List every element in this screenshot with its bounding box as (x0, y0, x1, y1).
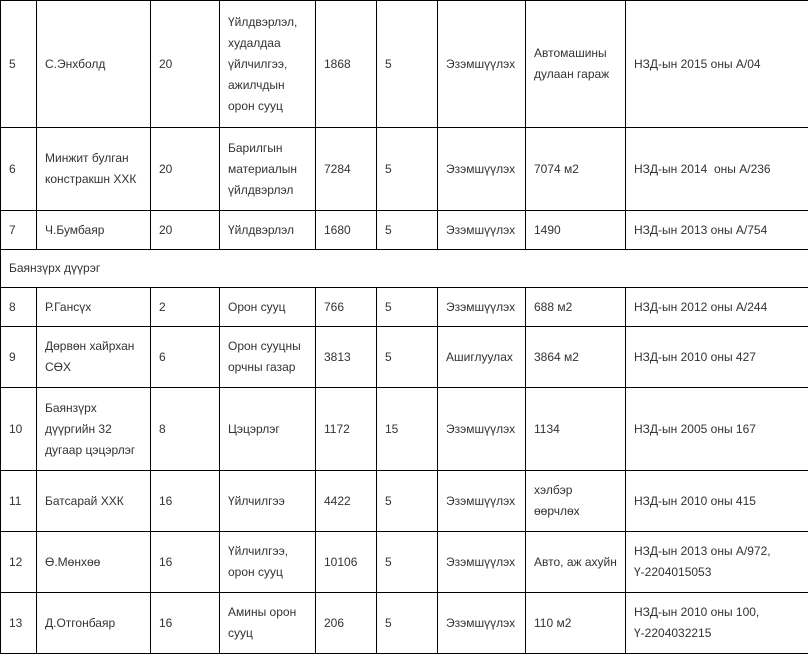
parcel-code: 1172 (316, 388, 377, 471)
right-type: Эзэмшүүлэх (438, 532, 526, 593)
land-purpose: Орон сууцны орчны газар (220, 327, 316, 388)
right-type: Эзэмшүүлэх (438, 211, 526, 250)
land-purpose: Амины орон сууц (220, 593, 316, 654)
table-row (1, 288, 808, 327)
parcel-code: 3813 (316, 327, 377, 388)
note: 1490 (526, 211, 626, 250)
row-number: 10 (1, 388, 37, 471)
term-years: 5 (377, 288, 438, 327)
area-value: 2 (151, 288, 220, 327)
owner-name: Батсарай ХХК (37, 471, 151, 532)
decision: НЗД-ын 2010 оны 415 (626, 471, 808, 532)
note: 688 м2 (526, 288, 626, 327)
area-value: 6 (151, 327, 220, 388)
decision: НЗД-ын 2012 оны А/244 (626, 288, 808, 327)
land-purpose: Орон сууц (220, 288, 316, 327)
decision: НЗД-ын 2010 оны 427 (626, 327, 808, 388)
table-row (1, 532, 808, 593)
note: Автомашины дулаан гараж (526, 1, 626, 128)
area-value: 16 (151, 593, 220, 654)
table-row (1, 327, 808, 388)
term-years: 5 (377, 211, 438, 250)
right-type: Эзэмшүүлэх (438, 593, 526, 654)
land-purpose: Үйлчилгээ (220, 471, 316, 532)
row-number: 9 (1, 327, 37, 388)
term-years: 15 (377, 388, 438, 471)
right-type: Эзэмшүүлэх (438, 471, 526, 532)
note: 7074 м2 (526, 128, 626, 211)
area-value: 20 (151, 211, 220, 250)
table-row (1, 128, 808, 211)
right-type: Эзэмшүүлэх (438, 288, 526, 327)
term-years: 5 (377, 327, 438, 388)
district-section-heading: Баянзүрх дүүрэг (1, 250, 808, 288)
right-type: Эзэмшүүлэх (438, 1, 526, 128)
land-purpose: Барилгын материалын үйлдвэрлэл (220, 128, 316, 211)
area-value: 8 (151, 388, 220, 471)
land-purpose: Цэцэрлэг (220, 388, 316, 471)
land-purpose: Үйлчилгээ, орон сууц (220, 532, 316, 593)
decision: НЗД-ын 2015 оны А/04 (626, 1, 808, 128)
row-number: 6 (1, 128, 37, 211)
row-number: 13 (1, 593, 37, 654)
term-years: 5 (377, 593, 438, 654)
land-purpose: Үйлдвэрлэл, худалдаа үйлчилгээ, ажилчдын орон сууц (220, 1, 316, 128)
row-number: 11 (1, 471, 37, 532)
row-number: 5 (1, 1, 37, 128)
owner-name: Минжит булган констракшн ХХК (37, 128, 151, 211)
row-number: 8 (1, 288, 37, 327)
parcel-code: 766 (316, 288, 377, 327)
owner-name: Р.Гансүх (37, 288, 151, 327)
owner-name: Баянзүрх дүүргийн 32 дугаар цэцэрлэг (37, 388, 151, 471)
owner-name: Дөрвөн хайрхан СӨХ (37, 327, 151, 388)
note: Авто, аж ахуйн (526, 532, 626, 593)
row-number: 12 (1, 532, 37, 593)
term-years: 5 (377, 471, 438, 532)
parcel-code: 7284 (316, 128, 377, 211)
right-type: Эзэмшүүлэх (438, 128, 526, 211)
table-row (1, 211, 808, 250)
term-years: 5 (377, 128, 438, 211)
term-years: 5 (377, 1, 438, 128)
owner-name: С.Энхболд (37, 1, 151, 128)
right-type: Ашиглуулах (438, 327, 526, 388)
land-purpose: Үйлдвэрлэл (220, 211, 316, 250)
area-value: 20 (151, 1, 220, 128)
owner-name: Ч.Бумбаяр (37, 211, 151, 250)
term-years: 5 (377, 532, 438, 593)
table-row (1, 593, 808, 654)
row-number: 7 (1, 211, 37, 250)
note: хэлбэр өөрчлөх (526, 471, 626, 532)
decision: НЗД-ын 2010 оны 100, Ү-2204032215 (626, 593, 808, 654)
parcel-code: 4422 (316, 471, 377, 532)
note: 3864 м2 (526, 327, 626, 388)
area-value: 16 (151, 471, 220, 532)
table-row (1, 1, 808, 128)
table-row (1, 471, 808, 532)
area-value: 16 (151, 532, 220, 593)
area-value: 20 (151, 128, 220, 211)
parcel-code: 1680 (316, 211, 377, 250)
owner-name: Д.Отгонбаяр (37, 593, 151, 654)
owner-name: Ө.Мөнхөө (37, 532, 151, 593)
decision: НЗД-ын 2013 оны А/754 (626, 211, 808, 250)
parcel-code: 1868 (316, 1, 377, 128)
right-type: Эзэмшүүлэх (438, 388, 526, 471)
note: 1134 (526, 388, 626, 471)
decision: НЗД-ын 2013 оны А/972, Ү-2204015053 (626, 532, 808, 593)
decision: НЗД-ын 2014 оны А/236 (626, 128, 808, 211)
section-row (1, 250, 808, 288)
table-row (1, 388, 808, 471)
note: 110 м2 (526, 593, 626, 654)
decision: НЗД-ын 2005 оны 167 (626, 388, 808, 471)
parcel-code: 206 (316, 593, 377, 654)
parcel-code: 10106 (316, 532, 377, 593)
